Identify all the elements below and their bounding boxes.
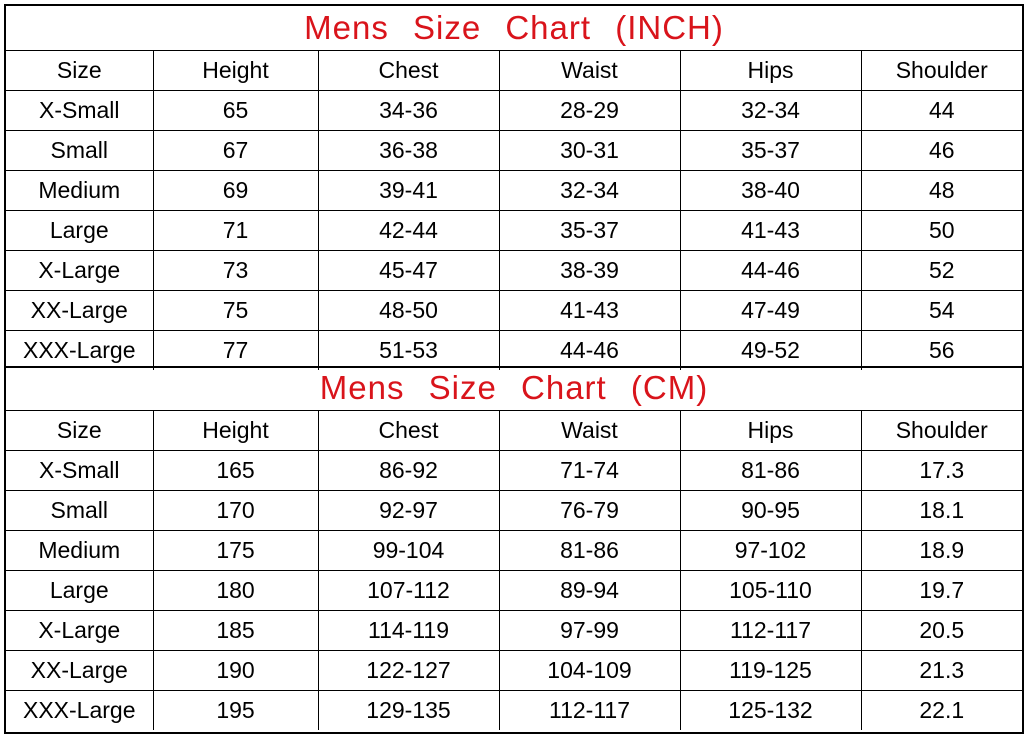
table-cell: 190 — [153, 651, 318, 691]
table-header-row — [6, 51, 1022, 91]
table-cell: Medium — [6, 531, 153, 571]
table-cell: 77 — [153, 331, 318, 371]
table-cell: 39-41 — [318, 171, 499, 211]
table-cell: 41-43 — [499, 291, 680, 331]
table-cell: 129-135 — [318, 691, 499, 731]
table-row — [6, 211, 1022, 251]
table-cell: 44-46 — [499, 331, 680, 371]
table-row — [6, 611, 1022, 651]
table-row — [6, 451, 1022, 491]
table-cell: 125-132 — [680, 691, 861, 731]
table-cell: Large — [6, 211, 153, 251]
table-cell: 90-95 — [680, 491, 861, 531]
table-row — [6, 571, 1022, 611]
table-cell: 17.3 — [861, 451, 1022, 491]
table-cell: 34-36 — [318, 91, 499, 131]
table-cell: 44 — [861, 91, 1022, 131]
table-cell: 86-92 — [318, 451, 499, 491]
table-cell: X-Small — [6, 451, 153, 491]
table-cell: 35-37 — [499, 211, 680, 251]
table-cell: 20.5 — [861, 611, 1022, 651]
table-cell: 42-44 — [318, 211, 499, 251]
header-cell: Height — [153, 51, 318, 91]
table-row — [6, 291, 1022, 331]
table-cell: 76-79 — [499, 491, 680, 531]
table-cell: 65 — [153, 91, 318, 131]
table-cell: 180 — [153, 571, 318, 611]
table-cell: 30-31 — [499, 131, 680, 171]
table-cell: XXX-Large — [6, 691, 153, 731]
table-cell: 49-52 — [680, 331, 861, 371]
table-cell: 195 — [153, 691, 318, 731]
table-cell: 69 — [153, 171, 318, 211]
table-cell: 19.7 — [861, 571, 1022, 611]
table-cell: XX-Large — [6, 291, 153, 331]
table-cell: 46 — [861, 131, 1022, 171]
table-cell: 73 — [153, 251, 318, 291]
table-cell: Large — [6, 571, 153, 611]
table-cell: 56 — [861, 331, 1022, 371]
header-cell: Height — [153, 411, 318, 451]
table-cell: 92-97 — [318, 491, 499, 531]
table-cell: 75 — [153, 291, 318, 331]
table-cell: 89-94 — [499, 571, 680, 611]
header-cell: Shoulder — [861, 51, 1022, 91]
table-row — [6, 691, 1022, 731]
table-cell: 38-39 — [499, 251, 680, 291]
table-cell: 18.9 — [861, 531, 1022, 571]
table-cell: 170 — [153, 491, 318, 531]
table-cell: Small — [6, 491, 153, 531]
table-cell: 112-117 — [680, 611, 861, 651]
table-cell: 54 — [861, 291, 1022, 331]
table-cell: 50 — [861, 211, 1022, 251]
table-cell: 185 — [153, 611, 318, 651]
table-row — [6, 131, 1022, 171]
table-cell: 21.3 — [861, 651, 1022, 691]
table-cell: 71 — [153, 211, 318, 251]
table-cell: 165 — [153, 451, 318, 491]
table-row — [6, 331, 1022, 371]
table-cell: 107-112 — [318, 571, 499, 611]
table-cell: 97-99 — [499, 611, 680, 651]
table-row — [6, 251, 1022, 291]
table-cell: 48 — [861, 171, 1022, 211]
table-cell: 28-29 — [499, 91, 680, 131]
table-row — [6, 531, 1022, 571]
size-chart-inch — [4, 4, 1024, 368]
table-cell: Small — [6, 131, 153, 171]
table-cell: 22.1 — [861, 691, 1022, 731]
header-cell: Waist — [499, 51, 680, 91]
table-cell: 38-40 — [680, 171, 861, 211]
table-cell: 105-110 — [680, 571, 861, 611]
table-cell: 45-47 — [318, 251, 499, 291]
table-cell: XXX-Large — [6, 331, 153, 371]
table-cell: X-Large — [6, 611, 153, 651]
table-row — [6, 171, 1022, 211]
header-cell: Size — [6, 51, 153, 91]
table-cell: 175 — [153, 531, 318, 571]
chart-title-inch: Mens Size Chart (INCH) — [6, 6, 1022, 51]
header-cell: Chest — [318, 51, 499, 91]
size-table-cm — [6, 411, 1022, 730]
table-row — [6, 91, 1022, 131]
header-cell: Hips — [680, 411, 861, 451]
table-cell: 97-102 — [680, 531, 861, 571]
header-cell: Chest — [318, 411, 499, 451]
table-cell: 81-86 — [499, 531, 680, 571]
table-cell: 48-50 — [318, 291, 499, 331]
size-chart-cm — [4, 366, 1024, 734]
table-cell: 122-127 — [318, 651, 499, 691]
table-cell: 32-34 — [499, 171, 680, 211]
table-cell: 81-86 — [680, 451, 861, 491]
table-cell: XX-Large — [6, 651, 153, 691]
table-cell: 67 — [153, 131, 318, 171]
table-cell: X-Small — [6, 91, 153, 131]
table-cell: X-Large — [6, 251, 153, 291]
table-cell: 119-125 — [680, 651, 861, 691]
table-cell: 35-37 — [680, 131, 861, 171]
table-cell: 36-38 — [318, 131, 499, 171]
table-header-row — [6, 411, 1022, 451]
table-row — [6, 491, 1022, 531]
table-cell: 18.1 — [861, 491, 1022, 531]
table-cell: 52 — [861, 251, 1022, 291]
header-cell: Hips — [680, 51, 861, 91]
table-cell: Medium — [6, 171, 153, 211]
header-cell: Shoulder — [861, 411, 1022, 451]
chart-title-cm: Mens Size Chart (CM) — [6, 366, 1022, 411]
table-cell: 112-117 — [499, 691, 680, 731]
table-cell: 41-43 — [680, 211, 861, 251]
table-cell: 99-104 — [318, 531, 499, 571]
size-table-inch — [6, 51, 1022, 370]
table-row — [6, 651, 1022, 691]
header-cell: Size — [6, 411, 153, 451]
table-cell: 47-49 — [680, 291, 861, 331]
table-cell: 32-34 — [680, 91, 861, 131]
header-cell: Waist — [499, 411, 680, 451]
table-cell: 114-119 — [318, 611, 499, 651]
table-cell: 44-46 — [680, 251, 861, 291]
table-cell: 51-53 — [318, 331, 499, 371]
table-cell: 71-74 — [499, 451, 680, 491]
table-cell: 104-109 — [499, 651, 680, 691]
